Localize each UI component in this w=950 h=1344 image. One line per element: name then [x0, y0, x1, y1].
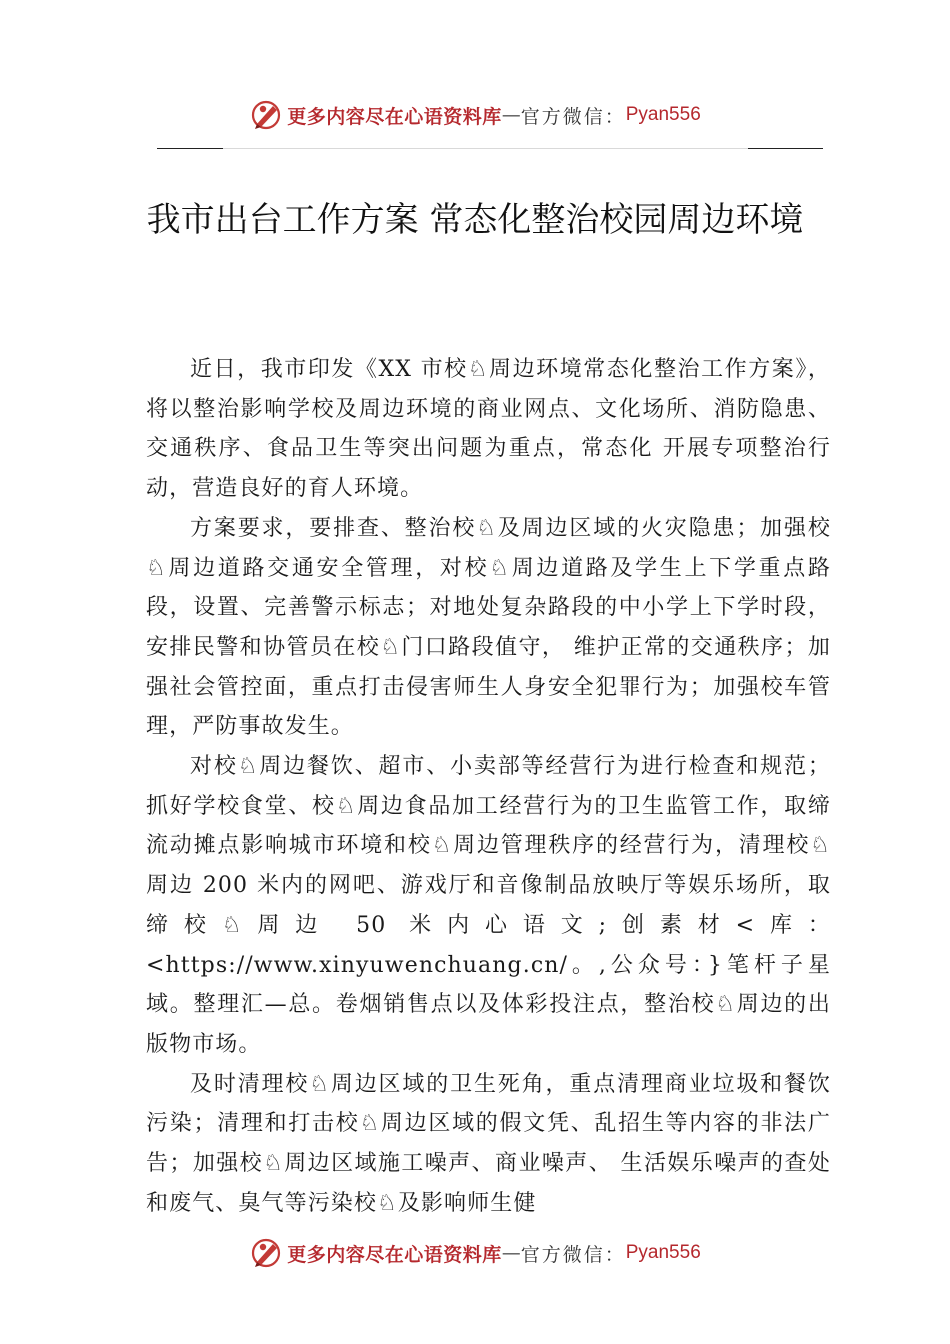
header-rule-right [748, 148, 823, 149]
banner-text: 更多内容尽在心语资料库 [287, 1243, 502, 1266]
document-title: 我市出台工作方案 常态化整治校园周边环境 [146, 200, 804, 240]
paragraph: 方案要求，要排查、整治校♘及周边区域的火灾隐患；加强校♘周边道路交通安全管理，对校♘周边道路及学生上下学重点路段，设置、完善警示标志；对地处复杂路段的中小学上下学时段，安排民警和协管员在校♘门口路段值守， 维护正常的交通秩序；加强社会管控面，重点打击侵害师生人身安全犯罪行为；加强校车管理，严防事故发生。 [146, 515, 831, 740]
pen-logo-icon [249, 98, 283, 132]
paragraph: 近日，我市印发《XX 市校♘周边环境常态化整治工作方案》，将以整治影响学校及周边环境的商业网点、文化场所、消防隐患、交通秩序、食品卫生等突出问题为重点，常态化 开展专项整治行动，营造良好的育人环境。 [146, 357, 831, 502]
banner-separator: — [501, 1242, 521, 1264]
banner-text: 更多内容尽在心语资料库 [287, 105, 502, 128]
banner-wechat-id: Pyan556 [625, 104, 701, 125]
banner-wechat-id: Pyan556 [625, 1242, 701, 1263]
pen-logo-icon [249, 1236, 283, 1270]
document-body [146, 350, 831, 1223]
paragraph: 对校♘周边餐饮、超市、小卖部等经营行为进行检查和规范；抓好学校食堂、校♘周边食品加工经营行为的卫生监管工作，取缔流动摊点影响城市环境和校♘周边管理秩序的经营行为，清理校♘周边 200 米内的网吧、游戏厅和音像制品放映厅等娱乐场所，取缔校♘周边 50 米内心语文;创素材<库：<https://www.xinyuwenchuang.cn/。,公众号：}笔杆子星域。整理汇—总。卷烟销售点以及体彩投注点，整治校♘周边的出版物市场。 [146, 754, 831, 1057]
header-rule-middle [223, 148, 748, 149]
paragraph: 及时清理校♘周边区域的卫生死角，重点清理商业垃圾和餐饮污染；清理和打击校♘周边区域的假文凭、乱招生等内容的非法广告；加强校♘周边区域施工噪声、商业噪声、 生活娱乐噪声的查处和废气、臭气等污染校♘及影响师生健 [146, 1071, 831, 1216]
banner-wechat-label: 官方微信： [520, 105, 626, 128]
header-banner [0, 95, 950, 135]
banner-wechat-label: 官方微信： [520, 1243, 626, 1266]
footer-banner [0, 1233, 950, 1273]
banner-separator: — [501, 104, 521, 126]
header-rule-left [157, 148, 223, 149]
